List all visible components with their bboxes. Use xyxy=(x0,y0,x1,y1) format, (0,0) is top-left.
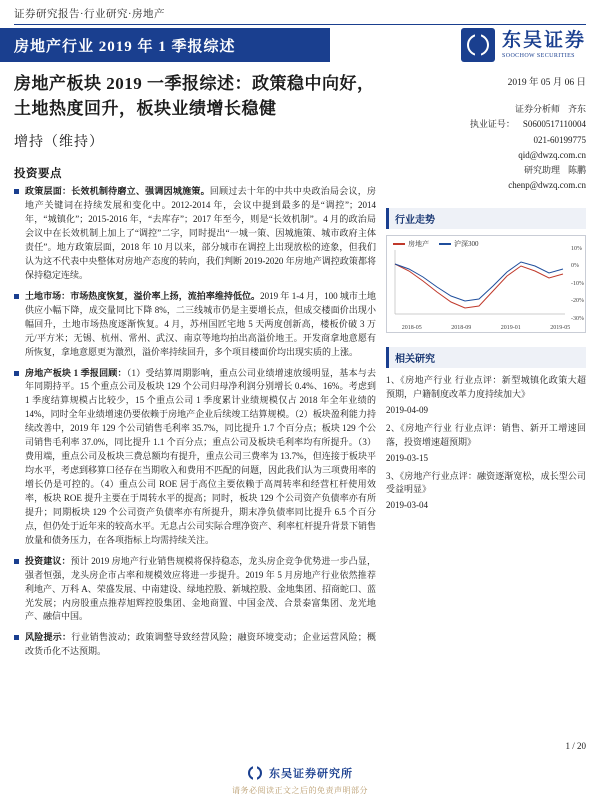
banner-title: 房地产行业 2019 年 1 季报综述 xyxy=(0,28,330,62)
chart-x-labels: 2018-05 2018-09 2019-01 2019-05 xyxy=(401,324,571,331)
content-area xyxy=(0,62,600,666)
analyst-phone: 021-60199775 xyxy=(533,134,586,145)
industry-trend-chart xyxy=(386,235,586,333)
related-item-date: 2019-03-15 xyxy=(386,452,428,463)
related-item-date: 2019-04-09 xyxy=(386,404,428,415)
summary-bullet xyxy=(14,290,376,360)
report-date: 2019 年 05 月 06 日 xyxy=(507,78,586,88)
bullet-text: 行业销售波动；政策调整导致经营风险；融资环境变动；企业运营风险；概改货币化不达预期。 xyxy=(25,632,376,657)
legend-item-1: 沪深300 xyxy=(439,239,479,249)
chart-section-title: 行业走势 xyxy=(386,208,586,229)
related-section-title: 相关研究 xyxy=(386,347,586,368)
footer-brand xyxy=(14,765,586,781)
breadcrumb: 证券研究报告·行业研究·房地产 xyxy=(14,9,165,20)
bullet-lead: 投资建议： xyxy=(25,555,71,566)
cert-row xyxy=(386,117,586,132)
banner-row xyxy=(0,28,600,62)
page-number: 1 / 20 xyxy=(565,741,586,751)
footer-disclaimer: 请务必阅读正文之后的免责声明部分 xyxy=(232,786,368,795)
bullet-text: 回顾过去十年的中共中央政治局会议，房地产关键词在持续发展和变化中。2012-2014 年，会议中提到最多的是“调控”；2014 年，“城镇化”；2015-2016 年，“去库存”；2017 年至今，则是“长效机制”。4 月的政治局会议中在长效机制上加上了“调控”二字，同时提出“一城一策、因城施策、城市政府主体责任”。地方政策层面，2018 年 10 月以来，部分城市在调控上出现放松的迹象，但我们认为这不代表中央整体对房地产态度的转向，我们判断 2019-2020 年房地产调控政策都将保持稳定连续。 xyxy=(25,186,376,280)
analyst-email[interactable]: qid@dwzq.com.cn xyxy=(518,149,586,160)
analyst-label: 证券分析师 xyxy=(514,104,560,114)
bullet-lead: 风险提示： xyxy=(25,632,72,643)
related-item[interactable]: 2、《房地产行业 行业点评：销售、新开工增速回落，投资增速超预期》 xyxy=(386,422,586,447)
summary-bullet xyxy=(14,631,376,659)
related-list xyxy=(386,374,586,511)
left-column xyxy=(14,62,386,666)
related-item[interactable]: 1、《房地产行业 行业点评：新型城镇化政策大超预期，户籍制度改革力度持续加大》 xyxy=(386,374,586,399)
footer-logo-icon xyxy=(247,765,263,781)
cert-value: S0600517110004 xyxy=(522,119,586,130)
summary-bullet xyxy=(14,185,376,283)
header-divider xyxy=(14,24,586,25)
footer-brand-name: 东吴证券研究所 xyxy=(269,768,353,780)
summary-bullet xyxy=(14,367,376,548)
summary-heading: 投资要点 xyxy=(14,168,62,181)
analyst-row xyxy=(386,102,586,117)
brand-logo xyxy=(461,28,600,62)
chart-y-labels: 10% 0% -10% -20% -30% xyxy=(571,245,584,322)
logo-mark-icon xyxy=(461,28,495,62)
top-bar xyxy=(0,0,600,23)
brand-name-en: SOOCHOW SECURITIES xyxy=(501,52,575,59)
cert-label: 执业证号： xyxy=(469,119,515,130)
bullet-lead: 政策层面：长效机制待磨立、强调因城施策。 xyxy=(25,186,210,197)
bullet-text: （1）受结算周期影响，重点公司业绩增速放缓明显，基本与去年同期持平。15 个重点公司及板块 129 个公司归母净利润分别增长 0.4%、16%。考虑到 1 季度结算规模占比较少，15 个重点公司 1 季度累计业绩规模仅占 2018 年全年业绩的 14%，同时全年业绩增速仍要依赖于房地产企业后续竣工结算规模。（2）板块盈利能力持续改善中，2019 年 129 个公司销售毛利率 35.7%，同比提升 1.7 个百分点；板块 129 个公司销售毛利率 37.0%，同比提升 1.1 个百分点；重点公司及板块毛利率均有所提升。（3）费用端，重点公司及板块三费总额均有提升，重点公司三费率为 13.7%，但连接于板块平均水平，考虑到移算口径存在当期收入和费用不匹配的问题，因此我们认为三项费用率的增长仍是可控的。（4）重点公司 ROE 居于高位主要依赖于高周转率和经营杠杆使用效率，板块 ROE 提升主要在于周转水平的提高；同时，板块 129 个公司资产负债率亦有所提升；同期板块 129 个公司资产负债率亦有所提升，期末净负债率同比提升 6.5 个百分点，但仍处于近年来的较高水平。无息占公司实际合理净资产、利率杠杆提升背景下销售放量和债务压力，在各项指标上均需持续关注。 xyxy=(25,367,377,545)
analyst-block xyxy=(386,102,586,194)
summary-bullet xyxy=(14,555,376,625)
rating-label: 增持（维持） xyxy=(14,135,104,151)
chart-svg xyxy=(387,236,585,330)
assistant-email[interactable]: chenp@dwzq.com.cn xyxy=(508,180,586,191)
bullet-text: 预计 2019 房地产行业销售规模将保持稳态，龙头房企竞争优势进一步凸显，强者恒强，龙头房企市占率和规模效应将进一步提升。2019 年 5 月房地产行业依然推荐利地产、万科 A、荣盛发展、中南建设、绿地控股、新城控股、金地集团、招商蛇口、蓝光发展；内房股重点推荐旭辉控股集团、金地商置、中国金茂、合景泰富集团、龙光地产、融信中国。 xyxy=(25,555,376,622)
page-footer xyxy=(0,741,600,800)
page-title: 房地产板块 2019 一季报综述：政策稳中向好，土地热度回升，板块业绩增长稳健 xyxy=(14,74,375,118)
related-item-date: 2019-03-04 xyxy=(386,500,428,511)
related-item[interactable]: 3、《房地产行业点评：融资逐渐宽松，成长型公司受益明显》 xyxy=(386,470,586,495)
right-column xyxy=(386,62,586,666)
analyst-name: 齐东 xyxy=(567,104,586,114)
assistant-label: 研究助理 xyxy=(523,165,560,176)
bullet-text: 2019 年 1-4 月，100 城市土地供应小幅下降，成交量同比下降 8%，二三线城市仍是主要增长点，但成交楼面价出现小幅回升，土地市场热度逐渐恢复。4 月，苏州国匠宅地 5 天两度创新高，楼板价破 3 万元/平方米；无锡、杭州、常州、武汉、南京等地均拍出高溢价地王。开发商拿地意愿有所恢复，拿地意愿更为激烈，溢价率持续回升，多个项目楼面价均出现实质的上涨。 xyxy=(25,290,376,357)
legend-item-0: 房地产 xyxy=(393,239,429,249)
bullet-lead: 土地市场：市场热度恢复，溢价率上扬，流拍率维持低位。 xyxy=(25,290,261,301)
assistant-row xyxy=(386,163,586,178)
bullet-lead: 房地产板块 1 季报回顾： xyxy=(25,367,127,378)
assistant-name: 陈鹏 xyxy=(567,165,586,176)
brand-name-cn: 东吴证券 xyxy=(501,29,586,51)
